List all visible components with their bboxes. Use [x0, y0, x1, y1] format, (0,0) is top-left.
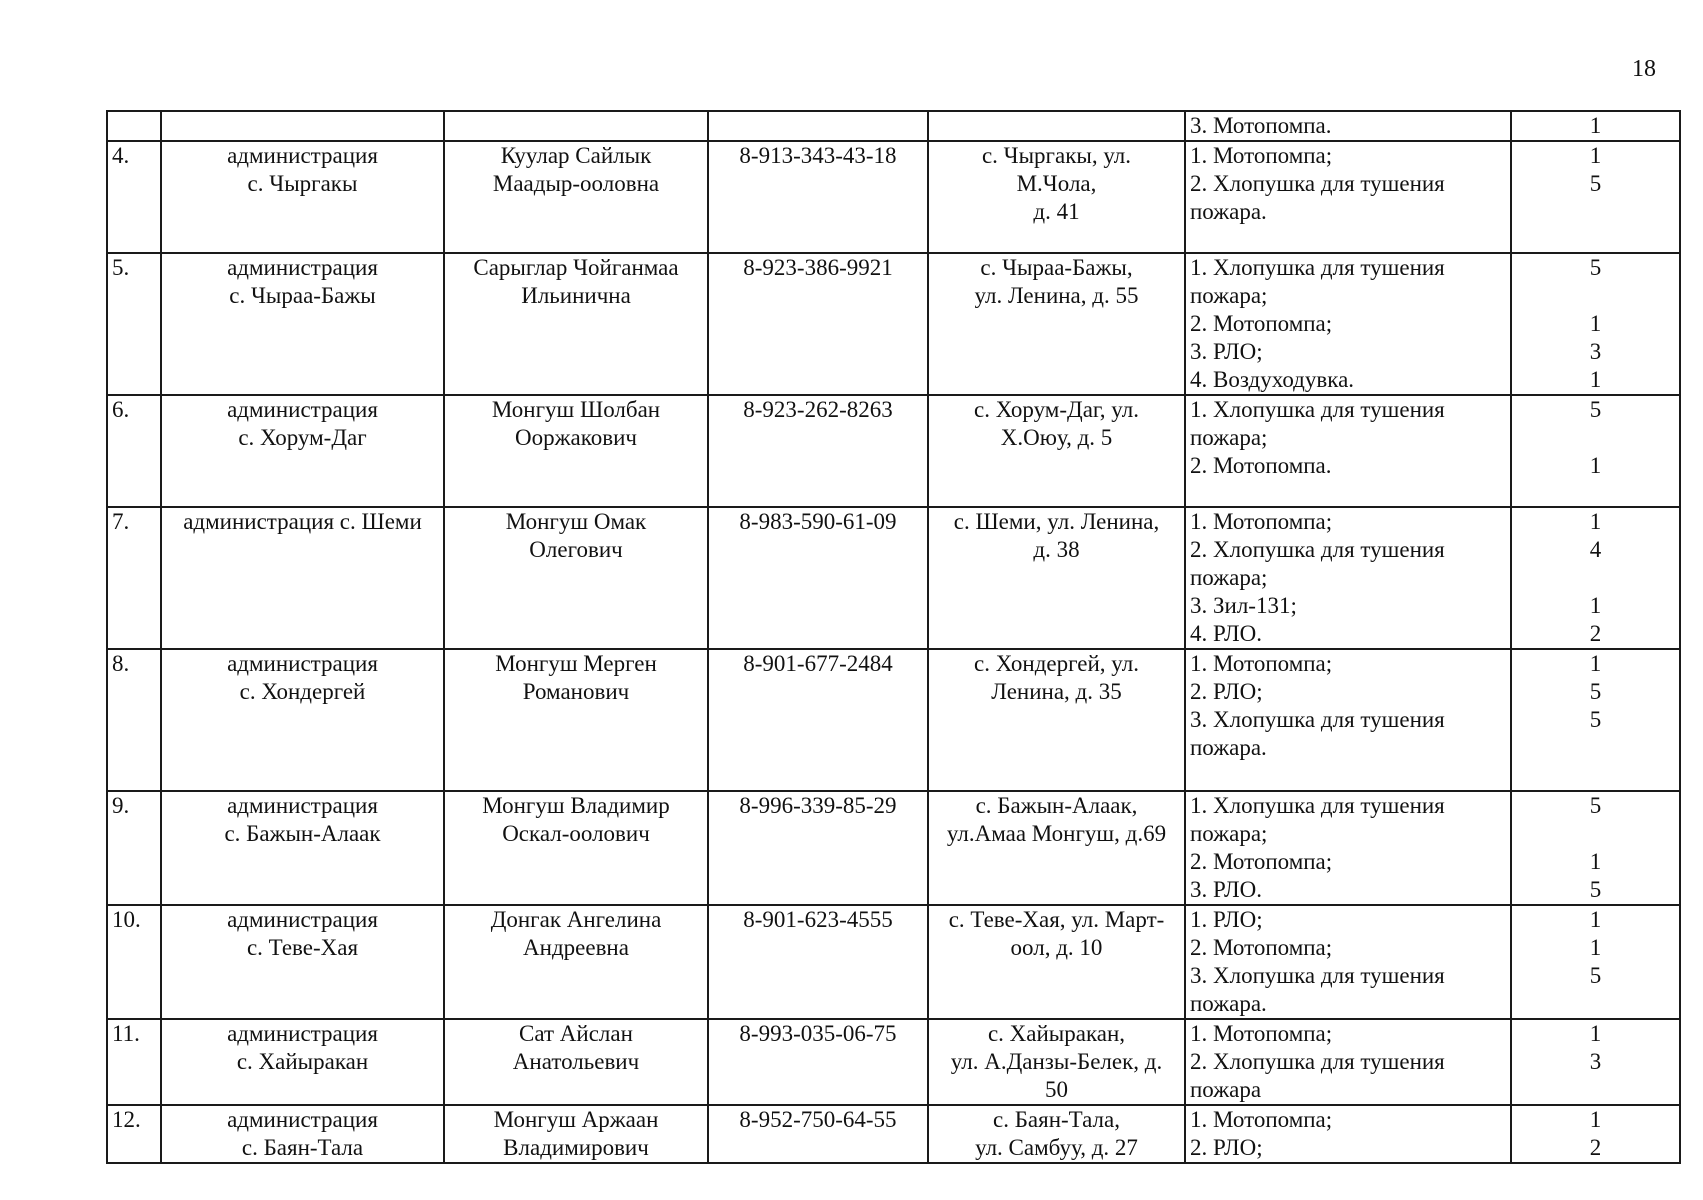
quantity-line: 5	[1589, 707, 1602, 732]
quantity-line: 5	[1589, 255, 1602, 280]
address-line: ул. Ленина, д. 55	[974, 283, 1139, 308]
head-name-cell	[444, 1019, 708, 1105]
equipment-table	[106, 110, 1681, 1164]
row-number: 5.	[112, 255, 130, 280]
phone-number: 8-923-386-9921	[743, 255, 893, 280]
equipment-item-line: 1. Хлопушка для тушения	[1190, 255, 1445, 280]
quantity-line: 5	[1589, 679, 1602, 704]
head-name-line: Монгуш Мерген	[495, 651, 657, 676]
equipment-item-line: пожара;	[1190, 425, 1268, 450]
equipment-items-cell	[1185, 649, 1511, 791]
head-name-line: Сарыглар Чойганмаа	[473, 255, 679, 280]
administration-line: администрация	[227, 1021, 378, 1046]
equipment-items-cell	[1185, 111, 1511, 141]
equipment-item-line: 2. Хлопушка для тушения	[1190, 1049, 1445, 1074]
address-cell	[928, 905, 1185, 1019]
row-number: 7.	[112, 509, 130, 534]
equipment-item-line: пожара;	[1190, 565, 1268, 590]
head-name-line: Владимирович	[503, 1135, 649, 1160]
equipment-item-line: 1. РЛО;	[1190, 907, 1263, 932]
head-name-cell	[444, 649, 708, 791]
equipment-item-line: 1. Хлопушка для тушения	[1190, 793, 1445, 818]
quantity-line: 3	[1589, 339, 1602, 364]
administration-cell	[161, 141, 444, 253]
table-row	[107, 395, 1680, 507]
phone-number: 8-996-339-85-29	[739, 793, 897, 818]
phone-number: 8-952-750-64-55	[739, 1107, 897, 1132]
quantity-line: 1	[1589, 907, 1602, 932]
address-line: ул. А.Данзы-Белек, д.	[950, 1049, 1163, 1074]
table-row	[107, 905, 1680, 1019]
equipment-item-line: пожара;	[1190, 821, 1268, 846]
administration-line: администрация	[227, 1107, 378, 1132]
equipment-items-cell	[1185, 791, 1511, 905]
row-number: 8.	[112, 651, 130, 676]
equipment-item-line: 3. Хлопушка для тушения	[1190, 707, 1445, 732]
address-line: ул. Самбуу, д. 27	[975, 1135, 1138, 1160]
row-number-cell	[107, 141, 161, 253]
table-body	[107, 111, 1680, 1163]
administration-line: с. Хайыракан	[236, 1049, 369, 1074]
quantity-line: 1	[1589, 849, 1602, 874]
administration-line: администрация	[227, 651, 378, 676]
equipment-item-line: 4. Воздуходувка.	[1190, 367, 1355, 392]
head-name-cell	[444, 111, 708, 141]
address-cell	[928, 395, 1185, 507]
address-cell	[928, 649, 1185, 791]
administration-line: администрация с. Шеми	[183, 509, 422, 534]
quantity-cell	[1511, 791, 1680, 905]
quantity-line: 4	[1589, 537, 1602, 562]
page-number: 18	[1632, 56, 1656, 82]
quantity-line: 1	[1589, 1107, 1602, 1132]
quantity-line: 5	[1589, 877, 1602, 902]
address-line: ул.Амаа Монгуш, д.69	[946, 821, 1167, 846]
table-row	[107, 507, 1680, 649]
administration-line: с. Баян-Тала	[241, 1135, 364, 1160]
equipment-items-cell	[1185, 1105, 1511, 1163]
equipment-item-line: 3. Зил-131;	[1190, 593, 1297, 618]
equipment-item-line: 3. Хлопушка для тушения	[1190, 963, 1445, 988]
address-cell	[928, 111, 1185, 141]
head-name-line: Сат Айслан	[519, 1021, 633, 1046]
administration-cell	[161, 791, 444, 905]
quantity-cell	[1511, 905, 1680, 1019]
row-number-cell	[107, 253, 161, 395]
head-name-line: Ильинична	[521, 283, 631, 308]
phone-cell	[708, 507, 928, 649]
equipment-item-line: 1. Мотопомпа;	[1190, 1107, 1333, 1132]
table-row	[107, 1105, 1680, 1163]
table-row	[107, 791, 1680, 905]
quantity-cell	[1511, 649, 1680, 791]
administration-line: администрация	[227, 793, 378, 818]
equipment-items-cell	[1185, 141, 1511, 253]
table-row	[107, 141, 1680, 253]
equipment-item-line: 2. Хлопушка для тушения	[1190, 537, 1445, 562]
address-cell	[928, 253, 1185, 395]
head-name-line: Анатольевич	[512, 1049, 640, 1074]
address-line: д. 38	[1033, 537, 1080, 562]
head-name-line: Монгуш Владимир	[482, 793, 670, 818]
phone-cell	[708, 141, 928, 253]
equipment-item-line: 2. РЛО;	[1190, 679, 1263, 704]
phone-number: 8-901-677-2484	[743, 651, 893, 676]
quantity-line	[1516, 564, 1675, 592]
phone-number: 8-993-035-06-75	[739, 1021, 897, 1046]
address-line: с. Бажын-Алаак,	[975, 793, 1138, 818]
row-number: 4.	[112, 143, 130, 168]
equipment-item-line: пожара	[1190, 1077, 1262, 1102]
address-line: с. Баян-Тала,	[993, 1107, 1120, 1132]
address-line: с. Теве-Хая, ул. Март-	[948, 907, 1165, 932]
administration-line: с. Теве-Хая	[246, 935, 359, 960]
equipment-item-line: 2. Мотопомпа;	[1190, 935, 1333, 960]
administration-cell	[161, 905, 444, 1019]
phone-number	[815, 113, 821, 138]
equipment-item-line: пожара.	[1190, 735, 1267, 760]
quantity-cell	[1511, 141, 1680, 253]
equipment-items-cell	[1185, 395, 1511, 507]
quantity-line	[1516, 282, 1675, 310]
administration-line: с. Бажын-Алаак	[224, 821, 381, 846]
row-number	[112, 113, 118, 138]
equipment-item-line: 1. Мотопомпа;	[1190, 1021, 1333, 1046]
head-name-line: Монгуш Омак	[505, 509, 647, 534]
quantity-line: 2	[1589, 621, 1602, 646]
head-name-line: Куулар Сайлык	[500, 143, 652, 168]
row-number: 9.	[112, 793, 130, 818]
administration-line: администрация	[227, 907, 378, 932]
address-cell	[928, 1019, 1185, 1105]
head-name-cell	[444, 141, 708, 253]
phone-cell	[708, 395, 928, 507]
address-cell	[928, 791, 1185, 905]
phone-cell	[708, 111, 928, 141]
administration-cell	[161, 1105, 444, 1163]
quantity-line: 1	[1589, 311, 1602, 336]
administration-line: с. Чыраа-Бажы	[229, 283, 376, 308]
head-name-cell	[444, 905, 708, 1019]
phone-cell	[708, 253, 928, 395]
quantity-line: 1	[1589, 509, 1602, 534]
address-line: с. Хайыракан,	[987, 1021, 1126, 1046]
phone-cell	[708, 905, 928, 1019]
administration-line: администрация	[227, 255, 378, 280]
administration-cell	[161, 253, 444, 395]
row-number-cell	[107, 1019, 161, 1105]
equipment-item-line: 3. РЛО.	[1190, 877, 1263, 902]
equipment-item-line: 1. Мотопомпа;	[1190, 509, 1333, 534]
table-row	[107, 649, 1680, 791]
quantity-line	[1516, 820, 1675, 848]
quantity-line: 2	[1589, 1135, 1602, 1160]
administration-line: с. Хорум-Даг	[238, 425, 367, 450]
quantity-line: 5	[1589, 171, 1602, 196]
row-number-cell	[107, 111, 161, 141]
address-line: оол, д. 10	[1010, 935, 1103, 960]
head-name-line: Романович	[522, 679, 630, 704]
phone-number: 8-983-590-61-09	[739, 509, 897, 534]
equipment-item-line: 2. Мотопомпа;	[1190, 849, 1333, 874]
equipment-item-line: 2. РЛО;	[1190, 1135, 1263, 1160]
equipment-item-line: 2. Хлопушка для тушения	[1190, 171, 1445, 196]
administration-cell	[161, 395, 444, 507]
equipment-item-line: 1. Мотопомпа;	[1190, 143, 1333, 168]
equipment-item-line: пожара.	[1190, 991, 1267, 1016]
phone-cell	[708, 1105, 928, 1163]
row-number-cell	[107, 791, 161, 905]
address-line: с. Хорум-Даг, ул.	[974, 397, 1139, 422]
administration-cell	[161, 649, 444, 791]
row-number-cell	[107, 649, 161, 791]
phone-number: 8-901-623-4555	[743, 907, 893, 932]
address-line: с. Чыргакы, ул.	[981, 143, 1132, 168]
address-cell	[928, 141, 1185, 253]
administration-cell	[161, 1019, 444, 1105]
head-name-line: Донгак Ангелина	[490, 907, 662, 932]
quantity-cell	[1511, 1019, 1680, 1105]
head-name-line: Маадыр-ооловна	[492, 171, 660, 196]
equipment-items-cell	[1185, 507, 1511, 649]
quantity-line: 1	[1589, 651, 1602, 676]
quantity-line: 1	[1589, 367, 1602, 392]
quantity-line: 1	[1589, 113, 1602, 138]
equipment-items-cell	[1185, 905, 1511, 1019]
quantity-line: 5	[1589, 963, 1602, 988]
address-cell	[928, 507, 1185, 649]
equipment-item-line: пожара;	[1190, 283, 1268, 308]
address-line: с. Хондергей, ул.	[974, 651, 1139, 676]
equipment-item-line: 2. Мотопомпа;	[1190, 311, 1333, 336]
table-row	[107, 1019, 1680, 1105]
row-number: 12.	[112, 1107, 141, 1132]
row-number-cell	[107, 1105, 161, 1163]
head-name-cell	[444, 395, 708, 507]
equipment-item-line: пожара.	[1190, 199, 1267, 224]
head-name-cell	[444, 791, 708, 905]
equipment-item-line: 1. Мотопомпа;	[1190, 651, 1333, 676]
phone-cell	[708, 1019, 928, 1105]
quantity-line	[1516, 1076, 1675, 1104]
quantity-line: 1	[1589, 1021, 1602, 1046]
administration-cell	[161, 111, 444, 141]
address-line: 50	[1045, 1077, 1068, 1102]
quantity-cell	[1511, 253, 1680, 395]
head-name-line: Олегович	[529, 537, 623, 562]
equipment-item-line: 3. Мотопомпа.	[1190, 113, 1332, 138]
phone-number: 8-923-262-8263	[743, 397, 893, 422]
administration-line: администрация	[227, 143, 378, 168]
equipment-items-cell	[1185, 253, 1511, 395]
quantity-line: 1	[1589, 593, 1602, 618]
row-number: 10.	[112, 907, 141, 932]
address-line: с. Чыраа-Бажы,	[980, 255, 1133, 280]
equipment-item-line: 2. Мотопомпа.	[1190, 453, 1332, 478]
quantity-line: 1	[1589, 453, 1602, 478]
address-cell	[928, 1105, 1185, 1163]
phone-cell	[708, 649, 928, 791]
administration-line: с. Чыргакы	[247, 171, 358, 196]
head-name-line: Монгуш Аржаан	[493, 1107, 659, 1132]
equipment-item-line: 1. Хлопушка для тушения	[1190, 397, 1445, 422]
quantity-line	[1516, 990, 1675, 1018]
quantity-line: 1	[1589, 143, 1602, 168]
head-name-line: Оскал-оолович	[502, 821, 650, 846]
quantity-cell	[1511, 1105, 1680, 1163]
address-line: с. Шеми, ул. Ленина,	[953, 509, 1160, 534]
phone-number: 8-913-343-43-18	[739, 143, 897, 168]
quantity-line: 5	[1589, 793, 1602, 818]
head-name-line: Монгуш Шолбан	[491, 397, 661, 422]
head-name-line: Ооржакович	[515, 425, 637, 450]
administration-line: с. Хондергей	[239, 679, 366, 704]
row-number-cell	[107, 507, 161, 649]
address-line: Х.Оюу, д. 5	[1000, 425, 1113, 450]
administration-line: администрация	[227, 397, 378, 422]
address-line: д. 41	[1033, 199, 1080, 224]
head-name-cell	[444, 1105, 708, 1163]
quantity-line	[1516, 424, 1675, 452]
row-number: 6.	[112, 397, 130, 422]
head-name-line: Андреевна	[523, 935, 629, 960]
equipment-item-line: 4. РЛО.	[1190, 621, 1263, 646]
row-number-cell	[107, 395, 161, 507]
administration-cell	[161, 507, 444, 649]
quantity-cell	[1511, 111, 1680, 141]
quantity-cell	[1511, 395, 1680, 507]
quantity-cell	[1511, 507, 1680, 649]
head-name-cell	[444, 507, 708, 649]
address-line: Ленина, д. 35	[991, 679, 1122, 704]
row-number-cell	[107, 905, 161, 1019]
quantity-line	[1516, 734, 1675, 762]
equipment-items-cell	[1185, 1019, 1511, 1105]
address-line: М.Чола,	[1016, 171, 1097, 196]
table-row	[107, 253, 1680, 395]
phone-cell	[708, 791, 928, 905]
row-number: 11.	[112, 1021, 140, 1046]
quantity-line: 5	[1589, 397, 1602, 422]
table-row	[107, 111, 1680, 141]
equipment-item-line: 3. РЛО;	[1190, 339, 1263, 364]
quantity-line: 3	[1589, 1049, 1602, 1074]
quantity-line: 1	[1589, 935, 1602, 960]
quantity-line	[1516, 198, 1675, 226]
head-name-cell	[444, 253, 708, 395]
